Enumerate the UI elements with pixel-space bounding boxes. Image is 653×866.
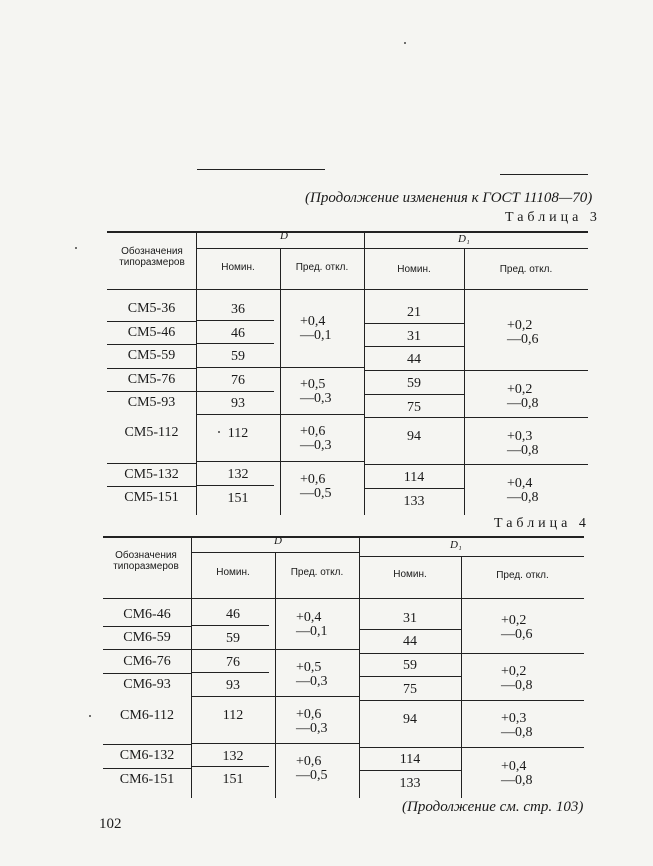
table-row-name: СМ5-112 [124, 425, 179, 440]
tolerance-upper: +0,6 [300, 424, 326, 439]
cell-divider [364, 488, 464, 489]
tolerance-D1 [507, 430, 539, 458]
tolerance-upper: +0,3 [501, 711, 527, 726]
name-divider [107, 344, 196, 345]
name-divider [107, 486, 196, 487]
tolerance-lower: —0,3 [296, 721, 328, 736]
cell-divider [191, 766, 269, 767]
table-cell-D: 93 [231, 396, 245, 411]
tolerance-D1 [507, 319, 539, 347]
table-cell-D1: 59 [403, 658, 417, 673]
tolerance-upper: +0,4 [501, 759, 527, 774]
table-row-name: СМ6-76 [123, 654, 171, 669]
tolerance-lower: —0,3 [300, 391, 332, 406]
table-cell-D: 76 [231, 373, 245, 388]
tolerance-D1 [501, 712, 533, 740]
table-row-name: СМ5-59 [127, 348, 176, 363]
tolerance-upper: +0,2 [507, 318, 533, 333]
tolerance-upper: +0,2 [507, 382, 533, 397]
tolerance-lower: —0,8 [507, 396, 539, 411]
cell-divider [364, 417, 588, 418]
cell-divider [196, 391, 274, 392]
table-cell-D: 76 [226, 655, 240, 670]
scan-speck [75, 247, 77, 249]
name-divider [107, 463, 196, 464]
table-4-group-rule-D1 [359, 556, 584, 557]
tolerance-D [296, 661, 328, 689]
name-divider [107, 391, 196, 392]
table-4-vline-2 [275, 553, 276, 798]
table-cell-D1: 94 [403, 712, 417, 727]
cell-divider [359, 700, 584, 701]
table-cell-D: 112 [222, 708, 244, 723]
table-4-header-D-nom: Номин. [216, 567, 250, 578]
table-cell-D: 151 [222, 772, 244, 787]
cell-divider [196, 485, 274, 486]
cell-divider [191, 625, 269, 626]
table-cell-D: 59 [226, 631, 240, 646]
tolerance-upper: +0,4 [296, 610, 322, 625]
cell-divider [359, 676, 461, 677]
cell-divider [196, 461, 364, 462]
tolerance-D1 [507, 477, 539, 505]
table-4-header-designation: Обозначения типоразмеров [113, 550, 179, 572]
table-cell-D1: 75 [407, 400, 421, 415]
table-4-header-D-dev: Пред. откл. [290, 567, 344, 578]
top-rule-right [500, 174, 588, 175]
table-cell-D: 59 [231, 349, 245, 364]
table-3-top-border [107, 231, 588, 233]
table-row-name: СМ6-59 [123, 630, 171, 645]
page-number: 102 [99, 816, 122, 832]
cell-divider [364, 323, 464, 324]
table-3-caption: Таблица 3 [505, 210, 601, 225]
tolerance-upper: +0,4 [507, 476, 533, 491]
table-cell-D: 151 [227, 491, 249, 506]
table-3-header-D-dev: Пред. откл. [295, 262, 349, 273]
tolerance-lower: —0,1 [296, 624, 328, 639]
table-4-vline-4 [461, 557, 462, 798]
table-4-header-D1-nom: Номин. [393, 569, 427, 580]
table-4-group-rule-D [191, 552, 359, 553]
tolerance-D1 [501, 665, 533, 693]
table-3-group-rule-D [196, 248, 364, 249]
cell-divider [364, 346, 464, 347]
name-divider [103, 649, 191, 650]
table-cell-D1: 59 [407, 376, 421, 391]
scan-speck [404, 42, 406, 44]
cell-divider [191, 649, 359, 650]
name-divider [103, 673, 191, 674]
table-3-header-bottom [107, 289, 588, 290]
table-cell-D: 93 [226, 678, 240, 693]
table-4-header-D1-dev: Пред. откл. [496, 570, 549, 581]
table-cell-D1: 44 [407, 352, 421, 367]
table-4-caption: Таблица 4 [494, 516, 590, 531]
tolerance-lower: —0,5 [296, 768, 328, 783]
table-3-header-D1-dev: Пред. откл. [499, 264, 553, 275]
table-cell-D: 132 [222, 749, 244, 764]
cell-divider [364, 394, 464, 395]
cell-divider [359, 747, 584, 748]
tolerance-lower: —0,3 [296, 674, 328, 689]
table-4-header-bottom [103, 598, 584, 599]
table-row-name: СМ6-151 [119, 772, 175, 787]
table-row-name: СМ5-36 [127, 301, 176, 316]
table-cell-D1: 44 [403, 634, 417, 649]
name-divider [107, 368, 196, 369]
table-3-group-rule-D1 [364, 248, 588, 249]
table-cell-D: 132 [227, 467, 249, 482]
tolerance-lower: —0,5 [300, 486, 332, 501]
table-cell-D: 36 [231, 302, 245, 317]
tolerance-upper: +0,6 [296, 707, 322, 722]
table-row-name: СМ5-93 [127, 395, 176, 410]
tolerance-D [296, 755, 328, 783]
table-row-name: СМ5-76 [127, 372, 176, 387]
tolerance-lower: —0,8 [501, 773, 533, 788]
tolerance-upper: +0,6 [300, 472, 326, 487]
tolerance-lower: —0,6 [507, 332, 539, 347]
scan-speck [89, 715, 91, 717]
tolerance-lower: —0,8 [501, 678, 533, 693]
table-cell-D: 112 [227, 426, 249, 441]
table-cell-D1: 21 [407, 305, 421, 320]
tolerance-upper: +0,2 [501, 664, 527, 679]
tolerance-lower: —0,1 [300, 328, 332, 343]
name-divider [107, 321, 196, 322]
table-row-name: СМ6-93 [123, 677, 171, 692]
cell-divider [191, 672, 269, 673]
tolerance-D1 [507, 383, 539, 411]
tolerance-lower: —0,3 [300, 438, 332, 453]
table-row-name: СМ5-46 [127, 325, 176, 340]
tolerance-upper: +0,4 [300, 314, 326, 329]
tolerance-lower: —0,8 [507, 490, 539, 505]
tolerance-D [296, 611, 328, 639]
cell-divider [196, 367, 364, 368]
table-cell-D: 46 [226, 607, 240, 622]
cell-divider [364, 464, 588, 465]
name-divider [103, 744, 191, 745]
table-row-name: СМ5-151 [124, 490, 179, 505]
tolerance-lower: —0,6 [501, 627, 533, 642]
tolerance-D1 [501, 760, 533, 788]
tolerance-D [300, 473, 332, 501]
cell-divider [359, 629, 461, 630]
tolerance-upper: +0,5 [296, 660, 322, 675]
table-cell-D1: 94 [407, 429, 421, 444]
table-cell-D1: 133 [399, 776, 421, 791]
tolerance-D1 [501, 614, 533, 642]
table-cell-D1: 75 [403, 682, 417, 697]
name-divider [103, 626, 191, 627]
continuation-footer: (Продолжение см. стр. 103) [402, 799, 584, 815]
cell-divider [196, 320, 274, 321]
table-row-name: СМ6-132 [119, 748, 175, 763]
table-3-header-D-nom: Номин. [221, 262, 255, 273]
table-cell-D1: 114 [399, 752, 421, 767]
cell-divider [359, 653, 584, 654]
cell-divider [359, 770, 461, 771]
table-row-name: СМ6-46 [123, 607, 171, 622]
table-row-name: СМ5-132 [124, 467, 179, 482]
tolerance-upper: +0,5 [300, 377, 326, 392]
cell-divider [191, 696, 359, 697]
tolerance-upper: +0,3 [507, 429, 533, 444]
tolerance-D [300, 315, 332, 343]
cell-divider [364, 370, 588, 371]
table-cell-D: 46 [231, 326, 245, 341]
tolerance-upper: +0,6 [296, 754, 322, 769]
tolerance-upper: +0,2 [501, 613, 527, 628]
tolerance-D [300, 425, 332, 453]
table-4-header-D: D [274, 535, 282, 547]
name-divider [103, 768, 191, 769]
table-3-header-designation: Обозначения типоразмеров [119, 246, 185, 268]
table-4-top-border [103, 536, 584, 538]
table-cell-D1: 133 [403, 494, 425, 509]
table-3-header-D: D [280, 230, 288, 242]
tolerance-lower: —0,8 [501, 725, 533, 740]
table-row-name: СМ6-112 [120, 708, 174, 723]
table-cell-D1: 31 [407, 329, 421, 344]
top-rule-left [197, 169, 325, 170]
table-3-header-D1: D₁ [458, 233, 470, 245]
continuation-header: (Продолжение изменения к ГОСТ 11108—70) [305, 190, 593, 206]
cell-divider [196, 343, 274, 344]
table-cell-D1: 114 [403, 470, 425, 485]
tolerance-D [296, 708, 328, 736]
tolerance-D [300, 378, 332, 406]
scan-speck [218, 431, 220, 433]
table-cell-D1: 31 [403, 611, 417, 626]
table-4-header-D1: D₁ [450, 539, 462, 551]
cell-divider [191, 743, 359, 744]
table-3-header-D1-nom: Номин. [397, 264, 431, 275]
cell-divider [196, 414, 364, 415]
tolerance-lower: —0,8 [507, 443, 539, 458]
